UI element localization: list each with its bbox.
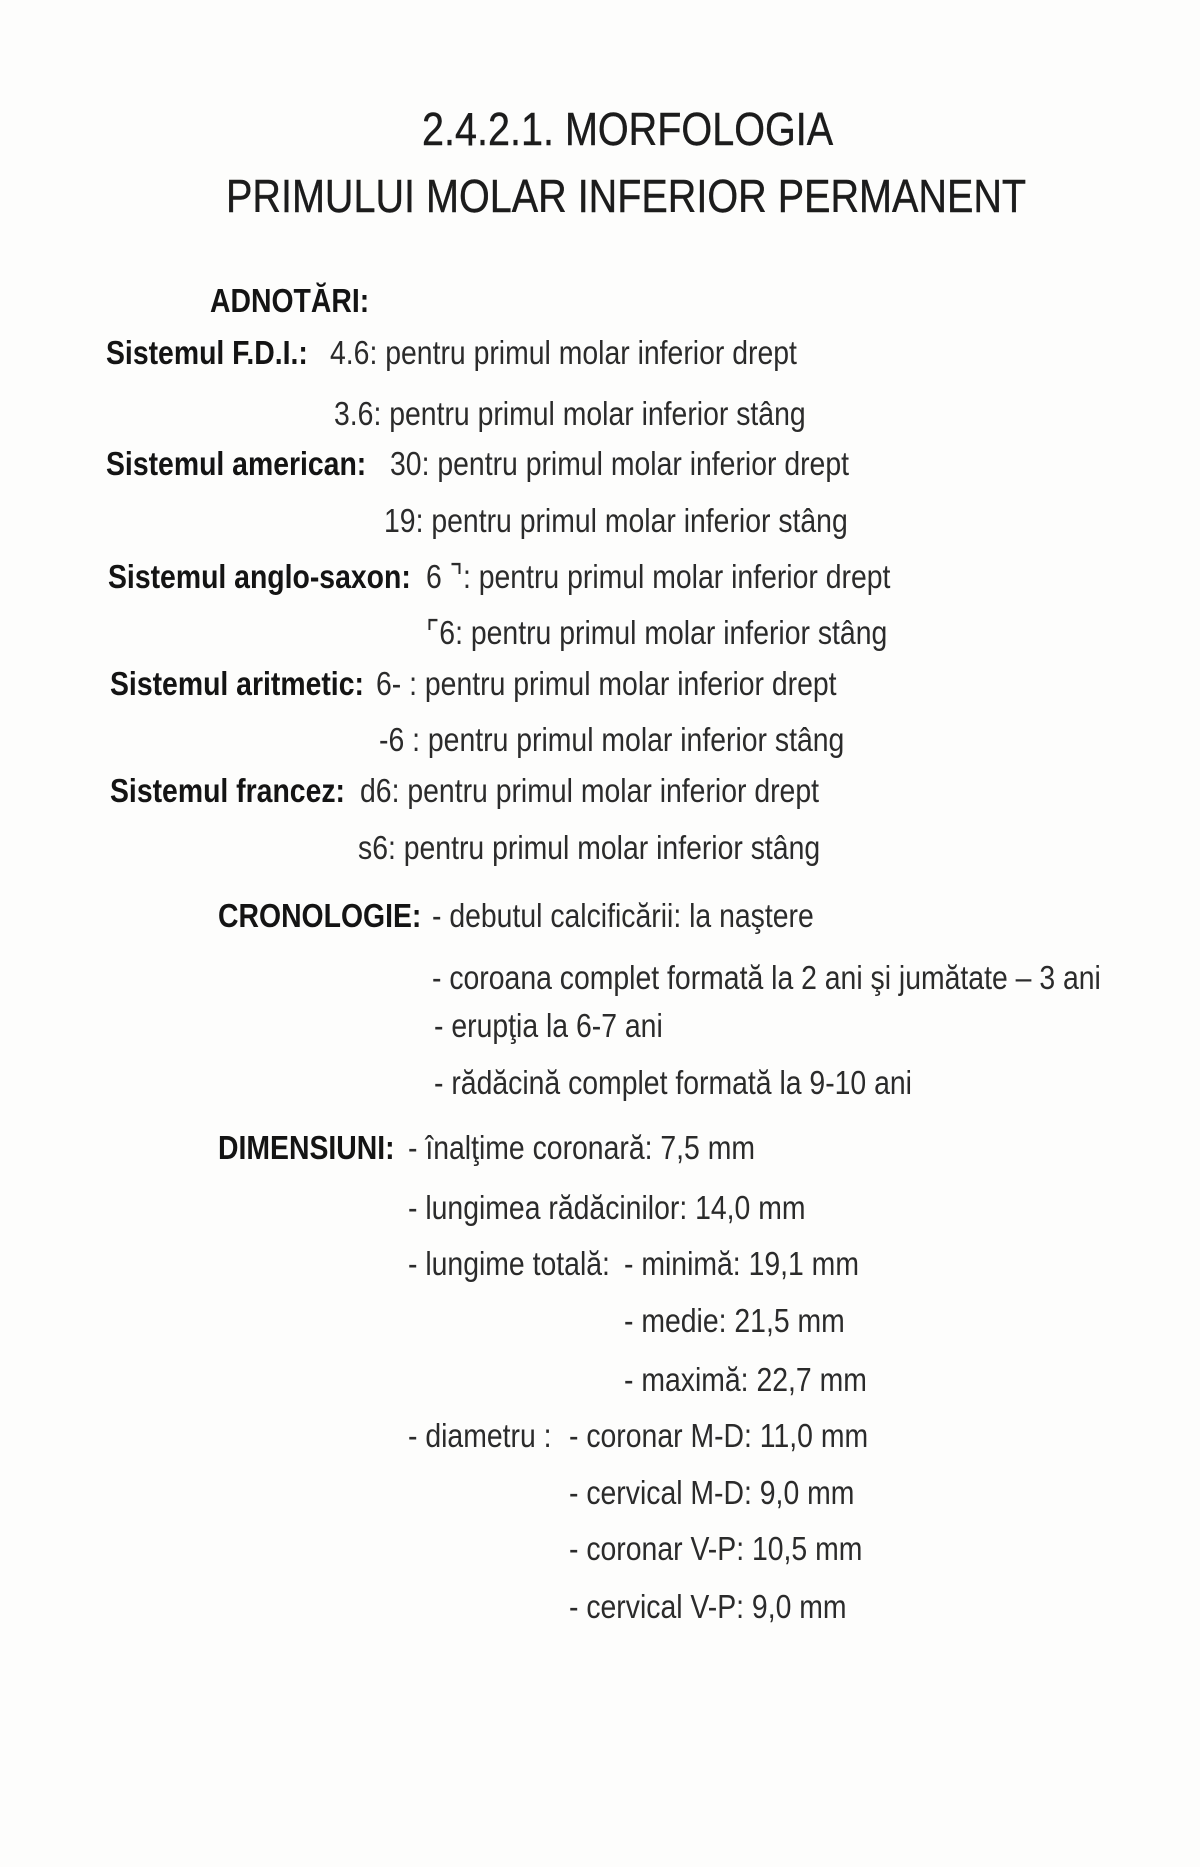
anglo-saxon-system-right: 6 ⌝: pentru primul molar inferior drept (426, 558, 891, 595)
diameter-label: - diametru : (408, 1417, 552, 1454)
fdi-system-left: 3.6: pentru primul molar inferior stâng (334, 395, 806, 432)
french-system-label: Sistemul francez: (110, 772, 345, 809)
chronology-label: CRONOLOGIE: (218, 897, 422, 934)
french-system-left: s6: pentru primul molar inferior stâng (358, 829, 821, 866)
total-length-label: - lungime totală: (408, 1245, 610, 1282)
root-length: - lungimea rădăcinilor: 14,0 mm (408, 1189, 806, 1226)
american-system-label: Sistemul american: (106, 445, 367, 482)
french-system-right: d6: pentru primul molar inferior drept (360, 772, 820, 809)
total-length-max: - maximă: 22,7 mm (624, 1361, 867, 1398)
diameter-cervical-vp: - cervical V-P: 9,0 mm (569, 1588, 847, 1625)
section-title-line-1: 2.4.2.1. MORFOLOGIA (422, 103, 834, 155)
fdi-system-right: 4.6: pentru primul molar inferior drept (330, 334, 797, 371)
chronology-item: - rădăcină complet formată la 9-10 ani (434, 1064, 912, 1101)
anglo-saxon-system-left: ⌜6: pentru primul molar inferior stâng (426, 614, 888, 651)
fdi-system-label: Sistemul F.D.I.: (106, 334, 308, 371)
section-title-line-2: PRIMULUI MOLAR INFERIOR PERMANENT (226, 170, 1027, 222)
dimensions-label: DIMENSIUNI: (218, 1129, 395, 1166)
annotations-heading: ADNOTĂRI: (210, 282, 370, 319)
diameter-crown-vp: - coronar V-P: 10,5 mm (569, 1530, 863, 1567)
total-length-min: - minimă: 19,1 mm (624, 1245, 859, 1282)
arithmetic-system-right: 6- : pentru primul molar inferior drept (376, 665, 837, 702)
american-system-right: 30: pentru primul molar inferior drept (390, 445, 850, 482)
crown-height: - înalţime coronară: 7,5 mm (408, 1129, 755, 1166)
chronology-item: - coroana complet formată la 2 ani şi jumătate – 3 ani (432, 959, 1101, 996)
diameter-cervical-md: - cervical M-D: 9,0 mm (569, 1474, 855, 1511)
chronology-item: - debutul calcificării: la naştere (432, 897, 814, 934)
arithmetic-system-label: Sistemul aritmetic: (110, 665, 364, 702)
anglo-saxon-system-label: Sistemul anglo-saxon: (108, 558, 411, 595)
diameter-crown-md: - coronar M-D: 11,0 mm (569, 1417, 869, 1454)
arithmetic-system-left: -6 : pentru primul molar inferior stâng (379, 721, 845, 758)
total-length-mean: - medie: 21,5 mm (624, 1302, 845, 1339)
american-system-left: 19: pentru primul molar inferior stâng (384, 502, 848, 539)
chronology-item: - erupţia la 6-7 ani (434, 1007, 663, 1044)
